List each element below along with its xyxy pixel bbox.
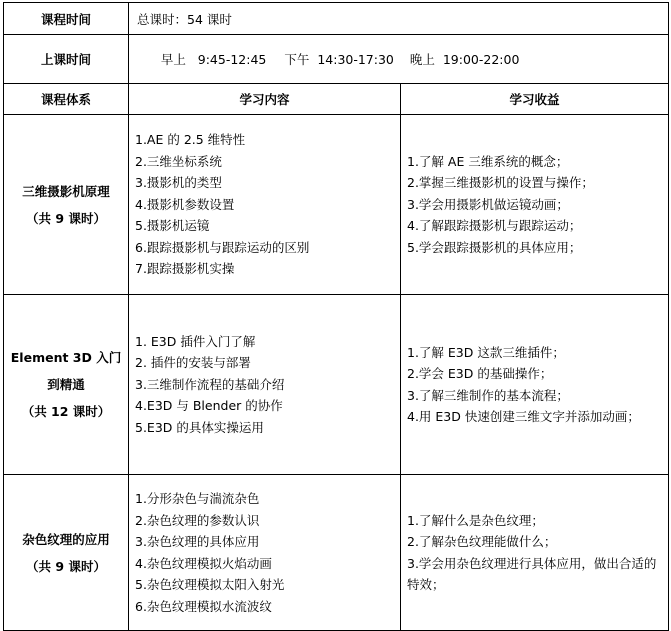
module-title: 杂色纹理的应用 xyxy=(22,531,110,547)
module-row xyxy=(4,295,669,475)
module-title-line2: 到精通 xyxy=(47,377,85,392)
list-item: 4.摄影机参数设置 xyxy=(135,196,235,212)
time-slot-evening: 晚上 19:00-22:00 xyxy=(409,52,520,67)
module-content-cell xyxy=(129,295,401,475)
module-hours: （共 9 课时） xyxy=(26,210,106,226)
list-item: 4.了解跟踪摄影机与跟踪运动； xyxy=(407,218,582,234)
course-time-label: 课程时间 xyxy=(4,3,129,35)
course-schedule-table xyxy=(3,2,669,631)
module-gains-cell xyxy=(401,295,669,475)
list-item: 4.用 E3D 快速创建三维文字并添加动画； xyxy=(407,409,640,424)
list-item: 3.三维制作流程的基础介绍 xyxy=(135,376,285,392)
list-item: 5.E3D 的具体实操运用 xyxy=(135,419,264,435)
list-item: 4.杂色纹理模拟火焰动画 xyxy=(135,555,272,571)
column-header-row xyxy=(4,84,669,115)
gains-list xyxy=(401,510,668,596)
class-time-slots xyxy=(129,35,669,84)
list-item: 3.摄影机的类型 xyxy=(135,175,222,191)
list-item: 6.跟踪摄影机与跟踪运动的区别 xyxy=(135,239,310,255)
list-item: 2. 插件的安装与部署 xyxy=(135,355,251,371)
list-item: 2.学会 E3D 的基础操作； xyxy=(407,366,553,381)
module-name-cell xyxy=(4,115,129,295)
gains-list xyxy=(401,151,668,259)
module-row xyxy=(4,115,669,295)
content-list xyxy=(129,129,400,280)
module-title-line1: Element 3D 入门 xyxy=(10,350,122,365)
list-item: 1.分形杂色与湍流杂色 xyxy=(135,491,260,506)
list-item: 1.了解 AE 三维系统的概念； xyxy=(407,153,569,169)
list-item: 1.了解 E3D 这款三维插件； xyxy=(407,344,565,360)
module-title: 三维摄影机原理 xyxy=(22,183,110,199)
list-item: 2.了解杂色纹理能做什么； xyxy=(407,534,557,549)
module-name-cell xyxy=(4,295,129,475)
list-item: 5.摄影机运镜 xyxy=(135,218,210,234)
module-gains-cell xyxy=(401,115,669,295)
list-item: 1.AE 的 2.5 维特性 xyxy=(135,132,246,148)
module-hours: （共 12 课时） xyxy=(21,404,111,419)
module-content-cell xyxy=(129,115,401,295)
list-item: 7.跟踪摄影机实操 xyxy=(135,261,235,277)
list-item: 4.E3D 与 Blender 的协作 xyxy=(135,398,283,414)
module-row xyxy=(4,475,669,631)
list-item: 6.杂色纹理模拟水流波纹 xyxy=(135,598,272,614)
list-item: 3.了解三维制作的基本流程； xyxy=(407,387,569,403)
time-slot-afternoon: 下午 14:30-17:30 xyxy=(284,52,394,67)
course-time-row xyxy=(4,3,669,35)
class-time-row xyxy=(4,35,669,84)
course-time-value: 总课时：54 课时 xyxy=(129,3,669,35)
module-gains-cell xyxy=(401,475,669,631)
list-item: 5.学会跟踪摄影机的具体应用； xyxy=(407,239,582,255)
header-content: 学习内容 xyxy=(129,84,401,115)
content-list xyxy=(129,488,400,617)
list-item: 3.学会用杂色纹理进行具体应用，做出合适的特效； xyxy=(407,555,657,592)
header-system: 课程体系 xyxy=(4,84,129,115)
header-gains: 学习收益 xyxy=(401,84,669,115)
list-item: 2.掌握三维摄影机的设置与操作； xyxy=(407,175,594,191)
content-list xyxy=(129,331,400,439)
list-item: 2.杂色纹理的参数认识 xyxy=(135,512,260,528)
module-name-cell xyxy=(4,475,129,631)
list-item: 3.学会用摄影机做运镜动画； xyxy=(407,196,569,212)
gains-list xyxy=(401,342,668,428)
list-item: 1.了解什么是杂色纹理； xyxy=(407,512,544,528)
list-item: 1. E3D 插件入门了解 xyxy=(135,333,256,349)
list-item: 5.杂色纹理模拟太阳入射光 xyxy=(135,577,285,592)
list-item: 3.杂色纹理的具体应用 xyxy=(135,534,260,549)
list-item: 2.三维坐标系统 xyxy=(135,153,222,169)
module-hours: （共 9 课时） xyxy=(26,558,106,574)
module-content-cell xyxy=(129,475,401,631)
class-time-label: 上课时间 xyxy=(4,35,129,84)
time-slot-morning: 早上 9:45-12:45 xyxy=(160,52,267,67)
